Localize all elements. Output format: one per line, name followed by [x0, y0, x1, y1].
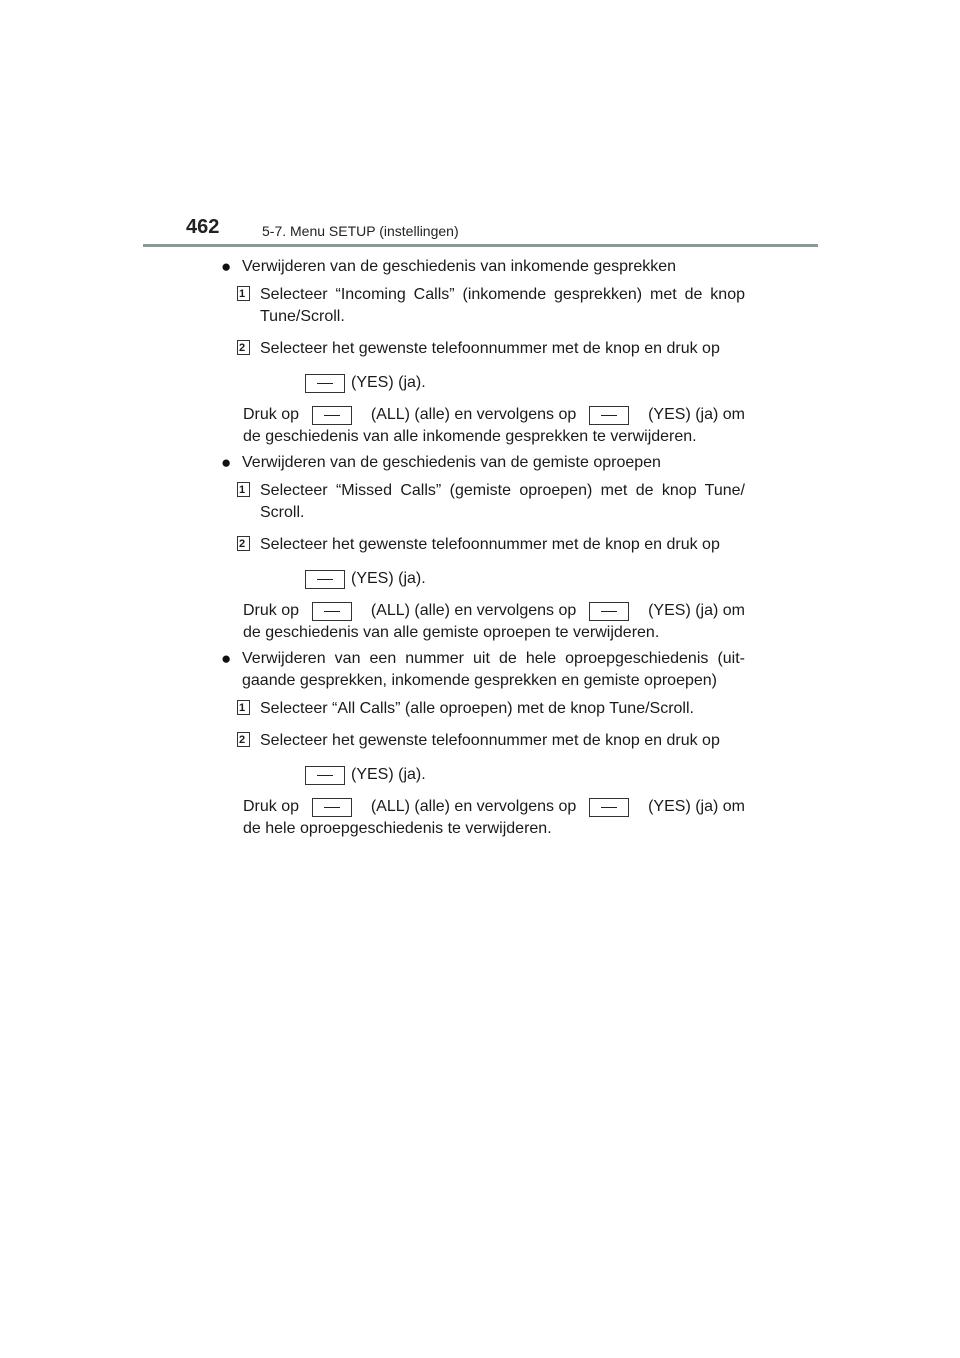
- button-label: (YES) (ja).: [351, 570, 426, 587]
- page-header: [186, 216, 818, 246]
- button-line: [260, 568, 745, 590]
- step-text: Selecteer het gewenste telefoonnummer met de knop en druk op: [260, 536, 720, 553]
- yes-key-icon: [589, 798, 629, 817]
- bullet-item: [221, 256, 745, 278]
- bullet-text: Verwijderen van de geschiedenis van de gemiste oproepen: [242, 454, 661, 471]
- all-key-icon: [312, 602, 352, 621]
- bullet-icon: ●: [221, 257, 232, 276]
- header-rule: [143, 244, 818, 247]
- bullet-item: [221, 452, 745, 474]
- note: [221, 600, 745, 644]
- note-line: [243, 796, 745, 818]
- yes-key-icon: [589, 406, 629, 425]
- note-line: [243, 600, 745, 622]
- step-text: Selecteer “Incoming Calls” (inkomende gesprekken) met de knop Tune/Scroll.: [260, 286, 745, 325]
- section-title: 5-7. Menu SETUP (instellingen): [262, 223, 459, 239]
- step-text: Selecteer het gewenste telefoonnummer met de knop en druk op: [260, 732, 720, 749]
- bullet-icon: ●: [221, 453, 232, 472]
- note-line: [243, 404, 745, 426]
- note: [221, 404, 745, 448]
- step-1: [221, 698, 745, 720]
- note-text: Druk op: [243, 798, 300, 815]
- yes-key-icon: [305, 570, 345, 589]
- page-number: 462: [186, 216, 220, 238]
- note: [221, 796, 745, 840]
- step-2: [221, 534, 745, 590]
- step-1: [221, 284, 745, 328]
- section-missed-calls: [221, 452, 745, 644]
- step-number-icon: 2: [237, 536, 250, 551]
- all-key-icon: [312, 798, 352, 817]
- bullet-text: Verwijderen van de geschiedenis van inkomende gesprekken: [242, 258, 677, 275]
- step-number-icon: 1: [237, 700, 250, 715]
- button-line: [260, 764, 745, 786]
- note-text: (ALL) (alle) en vervolgens op: [370, 798, 577, 815]
- section-all-calls: [221, 648, 745, 840]
- step-2: [221, 338, 745, 394]
- page-content: [221, 256, 745, 844]
- note-text: de geschiedenis van alle inkomende gesprekken te verwijderen.: [243, 428, 697, 445]
- button-line: [260, 372, 745, 394]
- note-text: Druk op: [243, 602, 300, 619]
- note-text: de hele oproepgeschiedenis te verwijderen.: [243, 820, 552, 837]
- note-text: (YES) (ja) om: [648, 798, 745, 815]
- note-text: (YES) (ja) om: [648, 602, 745, 619]
- step-number-icon: 1: [237, 482, 250, 497]
- step-number-icon: 2: [237, 732, 250, 747]
- note-text: (YES) (ja) om: [648, 406, 745, 423]
- button-label: (YES) (ja).: [351, 374, 426, 391]
- step-number-icon: 1: [237, 286, 250, 301]
- note-text: (ALL) (alle) en vervolgens op: [370, 406, 577, 423]
- yes-key-icon: [589, 602, 629, 621]
- note-text: Druk op: [243, 406, 300, 423]
- bullet-icon: ●: [221, 649, 232, 668]
- bullet-text: Verwijderen van een nummer uit de hele oproepgeschiedenis (uit- gaande gesprekken, inkomende gesprekken en gemiste oproepen): [242, 650, 745, 689]
- all-key-icon: [312, 406, 352, 425]
- section-incoming-calls: [221, 256, 745, 448]
- step-text: Selecteer “Missed Calls” (gemiste oproepen) met de knop Tune/ Scroll.: [260, 482, 745, 521]
- step-text: Selecteer het gewenste telefoonnummer met de knop en druk op: [260, 340, 720, 357]
- yes-key-icon: [305, 374, 345, 393]
- note-text: (ALL) (alle) en vervolgens op: [370, 602, 577, 619]
- yes-key-icon: [305, 766, 345, 785]
- step-2: [221, 730, 745, 786]
- note-text: de geschiedenis van alle gemiste oproepen te verwijderen.: [243, 624, 660, 641]
- step-text: Selecteer “All Calls” (alle oproepen) met de knop Tune/Scroll.: [260, 700, 694, 717]
- step-1: [221, 480, 745, 524]
- bullet-item: [221, 648, 745, 692]
- button-label: (YES) (ja).: [351, 766, 426, 783]
- step-number-icon: 2: [237, 340, 250, 355]
